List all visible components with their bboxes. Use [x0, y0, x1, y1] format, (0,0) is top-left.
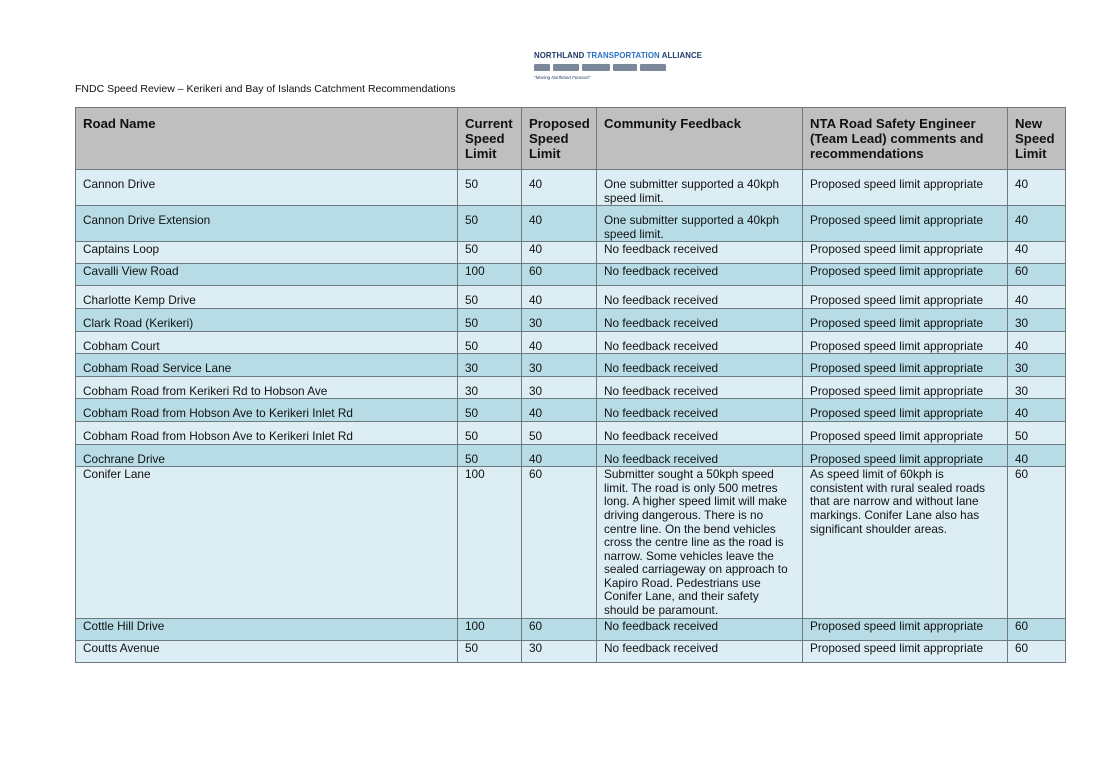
new-speed-cell: 60 [1008, 264, 1066, 286]
nta-logo [534, 50, 702, 82]
document-header: FNDC Speed Review – Kerikeri and Bay of Islands Catchment Recommendations [75, 83, 456, 95]
partner-logo-icon [534, 64, 550, 71]
new-speed-cell: 40 [1008, 206, 1066, 242]
logo-title-alliance: ALLIANCE [661, 50, 703, 60]
road-name-cell: Conifer Lane [76, 467, 458, 619]
current-speed-cell: 30 [458, 354, 522, 377]
current-speed-cell: 50 [458, 640, 522, 662]
comments-cell: Proposed speed limit appropriate [803, 618, 1008, 640]
comments-cell: Proposed speed limit appropriate [803, 444, 1008, 467]
current-speed-cell: 50 [458, 206, 522, 242]
logo-title-transportation: TRANSPORTATION [586, 50, 660, 60]
current-speed-cell: 30 [458, 376, 522, 399]
partner-logo-icon [640, 64, 666, 71]
road-name-cell: Charlotte Kemp Drive [76, 286, 458, 309]
feedback-cell: No feedback received [597, 618, 803, 640]
comments-cell: Proposed speed limit appropriate [803, 376, 1008, 399]
feedback-cell: No feedback received [597, 640, 803, 662]
feedback-cell: No feedback received [597, 354, 803, 377]
current-speed-cell: 50 [458, 286, 522, 309]
table-row [76, 242, 1066, 264]
comments-cell: Proposed speed limit appropriate [803, 421, 1008, 444]
table-row [76, 170, 1066, 206]
comments-cell: Proposed speed limit appropriate [803, 308, 1008, 331]
proposed-speed-cell: 40 [522, 399, 597, 422]
road-name-cell: Cavalli View Road [76, 264, 458, 286]
partner-logo-icon [613, 64, 637, 71]
feedback-cell: No feedback received [597, 331, 803, 354]
road-name-cell: Cannon Drive Extension [76, 206, 458, 242]
partner-logo-icon [553, 64, 579, 71]
feedback-cell: No feedback received [597, 444, 803, 467]
table-row [76, 206, 1066, 242]
new-speed-cell: 40 [1008, 242, 1066, 264]
table-row [76, 286, 1066, 309]
column-header-new-speed: New Speed Limit [1008, 108, 1066, 170]
road-name-cell: Cobham Road from Hobson Ave to Kerikeri Inlet Rd [76, 421, 458, 444]
new-speed-cell: 30 [1008, 308, 1066, 331]
comments-cell: Proposed speed limit appropriate [803, 206, 1008, 242]
new-speed-cell: 40 [1008, 399, 1066, 422]
new-speed-cell: 40 [1008, 286, 1066, 309]
current-speed-cell: 50 [458, 308, 522, 331]
current-speed-cell: 50 [458, 331, 522, 354]
feedback-cell: No feedback received [597, 286, 803, 309]
proposed-speed-cell: 30 [522, 640, 597, 662]
new-speed-cell: 30 [1008, 376, 1066, 399]
table-row [76, 467, 1066, 619]
new-speed-cell: 60 [1008, 640, 1066, 662]
column-header-proposed-speed: Proposed Speed Limit [522, 108, 597, 170]
comments-cell: Proposed speed limit appropriate [803, 354, 1008, 377]
new-speed-cell: 50 [1008, 421, 1066, 444]
feedback-cell: No feedback received [597, 242, 803, 264]
feedback-cell: No feedback received [597, 421, 803, 444]
current-speed-cell: 50 [458, 170, 522, 206]
feedback-cell: One submitter supported a 40kph speed limit. [597, 206, 803, 242]
road-name-cell: Coutts Avenue [76, 640, 458, 662]
proposed-speed-cell: 30 [522, 354, 597, 377]
partner-logos [534, 62, 702, 72]
road-name-cell: Cannon Drive [76, 170, 458, 206]
table-row [76, 308, 1066, 331]
column-header-road-name: Road Name [76, 108, 458, 170]
column-header-nta-comments: NTA Road Safety Engineer (Team Lead) comments and recommendations [803, 108, 1008, 170]
proposed-speed-cell: 40 [522, 331, 597, 354]
new-speed-cell: 60 [1008, 618, 1066, 640]
feedback-cell: Submitter sought a 50kph speed limit. The road is only 500 metres long. A higher speed limit will make driving dangerous. There is no centre line. On the bend vehicles cross the centre line as the road is narrow. Some vehicles leave the sealed carriageway on approach to Kapiro Road. Pedestrians use Conifer Lane, and their safety should be paramount. [597, 467, 803, 619]
comments-cell: Proposed speed limit appropriate [803, 242, 1008, 264]
proposed-speed-cell: 60 [522, 264, 597, 286]
table-row [76, 354, 1066, 377]
proposed-speed-cell: 30 [522, 308, 597, 331]
proposed-speed-cell: 40 [522, 444, 597, 467]
comments-cell: As speed limit of 60kph is consistent with rural sealed roads that are narrow and without lane markings. Conifer Lane also has significant shoulder areas. [803, 467, 1008, 619]
new-speed-cell: 40 [1008, 170, 1066, 206]
table-row [76, 376, 1066, 399]
speed-review-table [75, 107, 1066, 663]
comments-cell: Proposed speed limit appropriate [803, 264, 1008, 286]
current-speed-cell: 100 [458, 264, 522, 286]
comments-cell: Proposed speed limit appropriate [803, 170, 1008, 206]
table-row [76, 421, 1066, 444]
current-speed-cell: 100 [458, 467, 522, 619]
comments-cell: Proposed speed limit appropriate [803, 331, 1008, 354]
logo-title-northland: NORTHLAND [534, 50, 585, 60]
table-row [76, 444, 1066, 467]
comments-cell: Proposed speed limit appropriate [803, 286, 1008, 309]
table-row [76, 331, 1066, 354]
current-speed-cell: 50 [458, 444, 522, 467]
table-row [76, 399, 1066, 422]
column-header-community-feedback: Community Feedback [597, 108, 803, 170]
table-row [76, 264, 1066, 286]
column-header-current-speed: Current Speed Limit [458, 108, 522, 170]
road-name-cell: Captains Loop [76, 242, 458, 264]
proposed-speed-cell: 60 [522, 618, 597, 640]
new-speed-cell: 40 [1008, 331, 1066, 354]
comments-cell: Proposed speed limit appropriate [803, 399, 1008, 422]
proposed-speed-cell: 50 [522, 421, 597, 444]
table-row [76, 618, 1066, 640]
proposed-speed-cell: 30 [522, 376, 597, 399]
feedback-cell: One submitter supported a 40kph speed limit. [597, 170, 803, 206]
road-name-cell: Cobham Road Service Lane [76, 354, 458, 377]
current-speed-cell: 50 [458, 242, 522, 264]
road-name-cell: Cobham Court [76, 331, 458, 354]
partner-logo-icon [582, 64, 610, 71]
road-name-cell: Clark Road (Kerikeri) [76, 308, 458, 331]
proposed-speed-cell: 40 [522, 242, 597, 264]
proposed-speed-cell: 60 [522, 467, 597, 619]
road-name-cell: Cochrane Drive [76, 444, 458, 467]
feedback-cell: No feedback received [597, 264, 803, 286]
proposed-speed-cell: 40 [522, 286, 597, 309]
new-speed-cell: 40 [1008, 444, 1066, 467]
road-name-cell: Cottle Hill Drive [76, 618, 458, 640]
proposed-speed-cell: 40 [522, 170, 597, 206]
proposed-speed-cell: 40 [522, 206, 597, 242]
feedback-cell: No feedback received [597, 376, 803, 399]
feedback-cell: No feedback received [597, 399, 803, 422]
comments-cell: Proposed speed limit appropriate [803, 640, 1008, 662]
current-speed-cell: 50 [458, 399, 522, 422]
current-speed-cell: 100 [458, 618, 522, 640]
table-row [76, 640, 1066, 662]
road-name-cell: Cobham Road from Kerikeri Rd to Hobson Ave [76, 376, 458, 399]
current-speed-cell: 50 [458, 421, 522, 444]
table-header-row [76, 108, 1066, 170]
logo-title [534, 50, 703, 60]
new-speed-cell: 30 [1008, 354, 1066, 377]
logo-tagline: "Moving Northland Forward" [534, 75, 591, 80]
road-name-cell: Cobham Road from Hobson Ave to Kerikeri Inlet Rd [76, 399, 458, 422]
new-speed-cell: 60 [1008, 467, 1066, 619]
feedback-cell: No feedback received [597, 308, 803, 331]
